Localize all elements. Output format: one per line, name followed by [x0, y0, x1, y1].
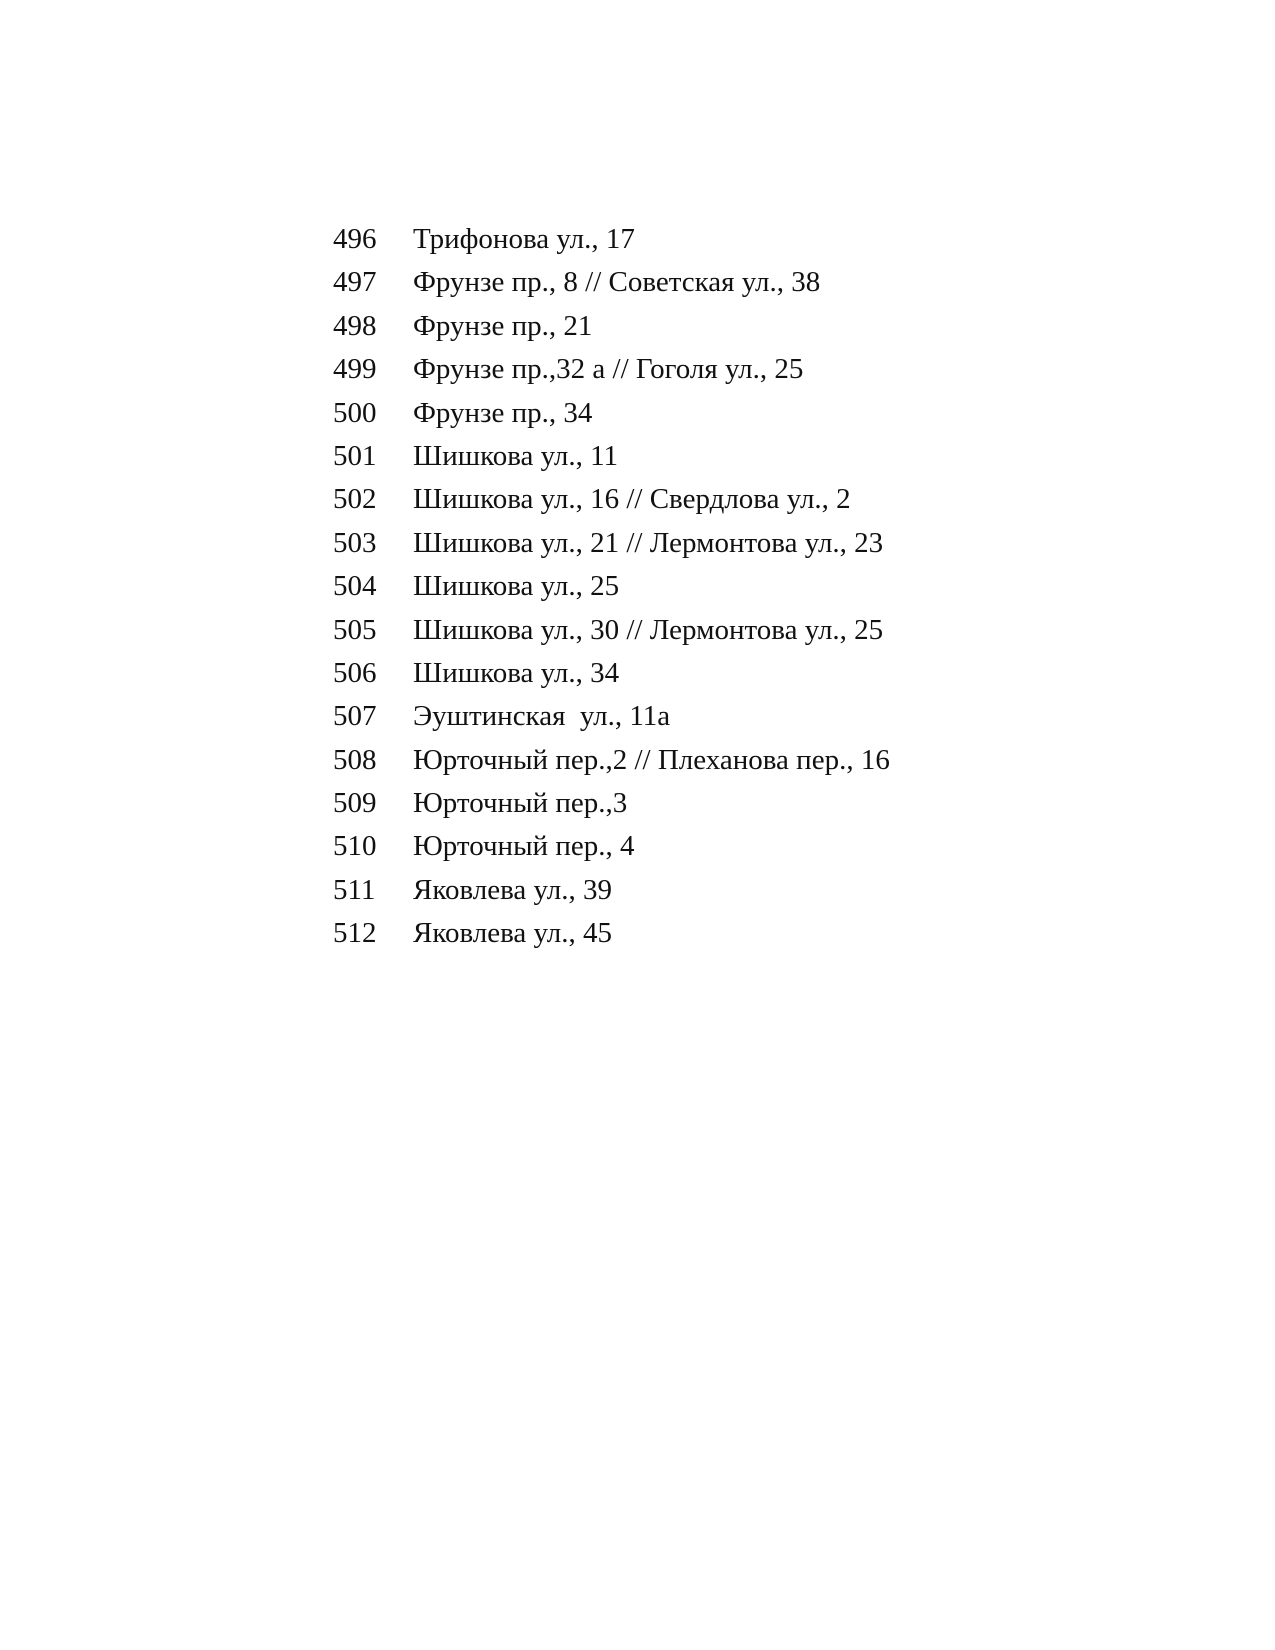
row-number: 501	[333, 439, 377, 472]
row-number: 508	[333, 743, 377, 776]
list-item	[333, 225, 1133, 268]
row-address: Шишкова ул., 34	[413, 656, 620, 689]
row-number: 510	[333, 830, 377, 863]
row-address: Шишкова ул., 16 // Свердлова ул., 2	[413, 483, 851, 516]
row-address: Фрунзе пр., 21	[413, 309, 593, 342]
row-number: 497	[333, 266, 377, 299]
row-address: Фрунзе пр., 34	[413, 396, 593, 429]
row-address: Трифонова ул., 17	[413, 223, 635, 255]
list-item	[333, 656, 1133, 702]
row-number: 506	[333, 656, 377, 689]
row-number: 500	[333, 396, 377, 429]
row-address: Шишкова ул., 30 // Лермонтова ул., 25	[413, 613, 884, 646]
row-number: 499	[333, 353, 377, 386]
list-item	[333, 613, 1133, 659]
row-address: Фрунзе пр.,32 а // Гоголя ул., 25	[413, 353, 804, 386]
list-item	[333, 919, 1133, 962]
list-item	[333, 485, 1133, 528]
row-address: Юрточный пер.,2 // Плеханова пер., 16	[413, 743, 890, 776]
row-number: 503	[333, 526, 377, 559]
list-item	[333, 873, 1133, 919]
row-address: Фрунзе пр., 8 // Советская ул., 38	[413, 266, 821, 299]
address-list	[333, 225, 1133, 963]
row-number: 502	[333, 483, 377, 516]
list-item	[333, 526, 1133, 572]
list-item	[333, 355, 1133, 398]
row-address: Яковлева ул., 45	[413, 917, 612, 950]
list-item	[333, 396, 1133, 442]
row-address: Юрточный пер., 4	[413, 830, 635, 863]
list-item	[333, 789, 1133, 832]
list-item	[333, 702, 1133, 745]
row-address: Эуштинская ул., 11а	[413, 700, 671, 733]
list-item	[333, 439, 1133, 485]
row-address: Яковлева ул., 39	[413, 873, 612, 906]
row-number: 511	[333, 873, 376, 906]
list-item	[333, 743, 1133, 789]
row-address: Юрточный пер.,3	[413, 787, 628, 820]
row-number: 509	[333, 787, 377, 820]
list-item	[333, 832, 1133, 875]
list-item	[333, 572, 1133, 615]
row-address: Шишкова ул., 25	[413, 570, 620, 603]
row-address: Шишкова ул., 21 // Лермонтова ул., 23	[413, 526, 884, 559]
row-number: 505	[333, 613, 377, 646]
row-number: 496	[333, 223, 377, 255]
row-number: 507	[333, 700, 377, 733]
row-number: 512	[333, 917, 377, 950]
row-number: 498	[333, 309, 377, 342]
list-item	[333, 309, 1133, 355]
row-number: 504	[333, 570, 377, 603]
list-item	[333, 268, 1133, 311]
row-address: Шишкова ул., 11	[413, 439, 619, 472]
